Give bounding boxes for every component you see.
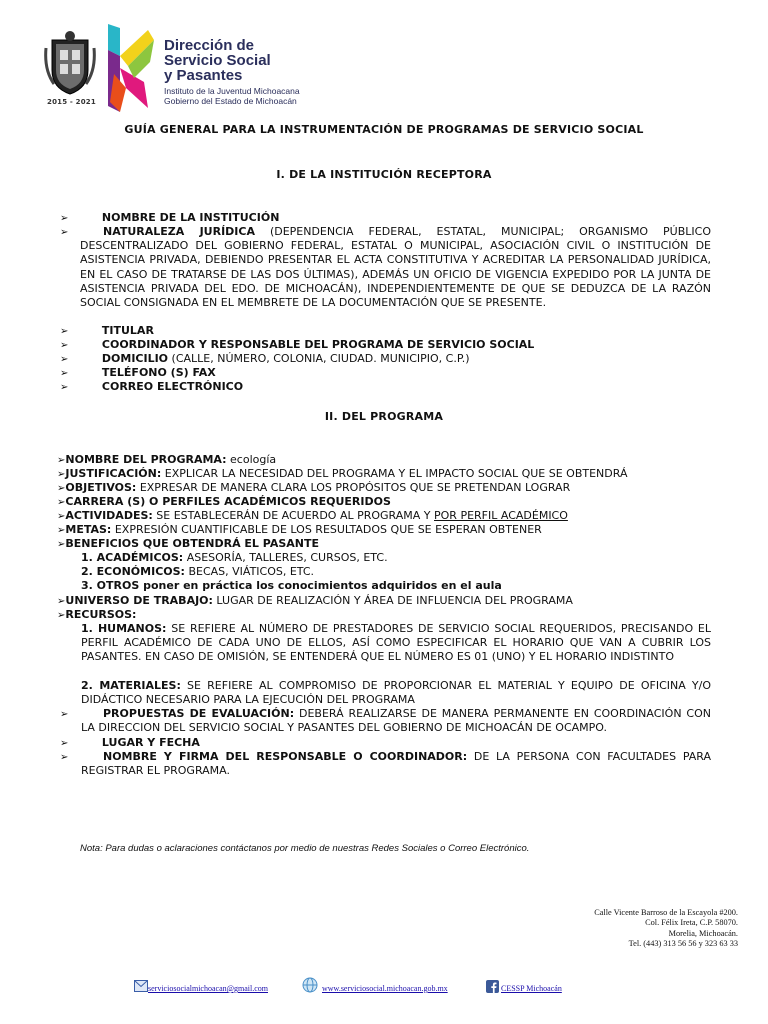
bullet-arrow-icon: ➢ xyxy=(57,596,66,607)
bullet-arrow-icon: ➢ xyxy=(60,326,69,337)
bullet-arrow-icon: ➢ xyxy=(57,539,66,550)
address-line-2: Col. Félix Ireta, C.P. 58070. xyxy=(645,918,738,928)
bullet-arrow-icon: ➢ xyxy=(60,382,69,393)
bullet-arrow-icon: ➢ xyxy=(60,752,69,763)
s1-item-titular: ➢ TITULAR xyxy=(60,324,154,337)
bullet-arrow-icon: ➢ xyxy=(57,511,66,522)
bullet-arrow-icon: ➢ xyxy=(60,368,69,379)
s1-item-telefono: ➢ TELÉFONO (S) FAX xyxy=(60,366,216,379)
bullet-arrow-icon: ➢ xyxy=(60,340,69,351)
s2-recursos-materiales: 2. MATERIALES: SE REFIERE AL COMPROMISO DE PROPORCIONAR EL MATERIAL Y EQUIPO DE OFICINA Y/O DIDÁCTICO NECESARIO PARA LA EJECUCIÓN DEL PROGRAMA xyxy=(81,679,711,707)
s2-objetivos: ➢OBJETIVOS: EXPRESAR DE MANERA CLARA LOS PROPÓSITOS QUE SE PRETENDAN LOGRAR xyxy=(57,481,571,494)
brand-subtitle xyxy=(164,86,300,106)
bullet-arrow-icon: ➢ xyxy=(57,483,66,494)
bullet-arrow-icon: ➢ xyxy=(60,738,69,749)
s1-item-correo: ➢ CORREO ELECTRÓNICO xyxy=(60,380,244,393)
brand-sub-line-1: Instituto de la Juventud Michoacana xyxy=(164,86,300,96)
s2-propuestas: PROPUESTAS DE EVALUACIÓN: DEBERÁ REALIZARSE DE MANERA PERMANENTE EN COORDINACIÓN CON LA DIRECCION DEL SERVICIO SOCIAL Y PASANTES DEL GOBIERNO DE MICHOACÁN DE OCAMPO. xyxy=(81,707,712,735)
footer-web-link[interactable]: www.serviciosocial.michoacan.gob.mx xyxy=(322,984,448,993)
seal-year: 2015 - 2021 xyxy=(47,98,96,106)
envelope-icon xyxy=(134,980,148,992)
bullet-arrow-icon: ➢ xyxy=(57,455,66,466)
institute-k-logo-icon xyxy=(104,22,156,114)
bullet-arrow-icon: ➢ xyxy=(60,213,69,224)
globe-icon xyxy=(300,976,320,994)
s2-universo: ➢UNIVERSO DE TRABAJO: LUGAR DE REALIZACIÓN Y ÁREA DE INFLUENCIA DEL PROGRAMA xyxy=(57,594,573,607)
s2-beneficio-academicos: 1. ACADÉMICOS: ASESORÍA, TALLERES, CURSOS, ETC. xyxy=(81,551,388,564)
section-1-title: I. DE LA INSTITUCIÓN RECEPTORA xyxy=(276,168,492,181)
bullet-arrow-icon: ➢ xyxy=(60,227,69,238)
bullet-arrow-icon: ➢ xyxy=(57,469,66,480)
s1-item-domicilio: ➢ DOMICILIO (CALLE, NÚMERO, COLONIA, CIUDAD. MUNICIPIO, C.P.) xyxy=(60,352,470,365)
s2-nombre-programa: ➢NOMBRE DEL PROGRAMA: ecología xyxy=(57,453,277,466)
s2-firma: NOMBRE Y FIRMA DEL RESPONSABLE O COORDINADOR: DE LA PERSONA CON FACULTADES PARA REGISTRAR EL PROGRAMA. xyxy=(81,750,711,778)
footer-email-link[interactable]: serviciosocialmichoacan@gmail.com xyxy=(148,984,268,993)
s1-item-naturaleza-bullet xyxy=(60,225,68,240)
brand-sub-line-2: Gobierno del Estado de Michoacán xyxy=(164,96,297,106)
facebook-icon xyxy=(486,980,499,993)
bullet-arrow-icon: ➢ xyxy=(57,610,66,621)
s1-item-naturaleza: NATURALEZA JURÍDICA (DEPENDENCIA FEDERAL, ESTATAL, MUNICIPAL; ORGANISMO PÚBLICO DESCENTRALIZADO DEL GOBIERNO FEDERAL, ESTATAL O MUNICIPAL, ASOCIACIÓN CIVIL O INSTITUCIÓN DE ASISTENCIA PRIVADA, DEBIENDO PRESENTAR EL ACTA CONSTITUTIVA Y ACREDITAR LA PERSONALIDAD JURÍDICA, EN EL CASO DE TRATARSE DE LAS DOS ÚLTIMAS), ADEMÁS UN OFICIO DE VIGENCIA EXPEDIDO POR LA JUNTA DE ASISTENCIA PRIVADA DEL EDO. DE MICHOACÁN), INDEPENDIENTEMENTE DE QUE SE DEDUZCA DE LA RAZÓN SOCIAL CONSIGNADA EN EL MEMBRETE DE LA DOCUMENTACIÓN QUE SE PRESENTE. xyxy=(80,225,711,310)
s2-beneficios: ➢BENEFICIOS QUE OBTENDRÁ EL PASANTE xyxy=(57,537,319,550)
brand-line-1: Dirección de xyxy=(164,37,255,54)
bullet-arrow-icon: ➢ xyxy=(60,354,69,365)
s2-carreras: ➢CARRERA (S) O PERFILES ACADÉMICOS REQUERIDOS xyxy=(57,495,391,508)
s2-justificacion: ➢JUSTIFICACIÓN: EXPLICAR LA NECESIDAD DEL PROGRAMA Y EL IMPACTO SOCIAL QUE SE OBTENDRÁ xyxy=(57,467,628,480)
s2-firma-bullet xyxy=(60,750,68,765)
s2-beneficio-economicos: 2. ECONÓMICOS: BECAS, VIÁTICOS, ETC. xyxy=(81,565,315,578)
s1-item-nombre: ➢ NOMBRE DE LA INSTITUCIÓN xyxy=(60,211,280,224)
address-line-1: Calle Vicente Barroso de la Escayola #200. xyxy=(594,908,738,917)
s2-metas: ➢METAS: EXPRESIÓN CUANTIFICABLE DE LOS RESULTADOS QUE SE ESPERAN OBTENER xyxy=(57,523,542,536)
s2-actividades: ➢ACTIVIDADES: SE ESTABLECERÁN DE ACUERDO AL PROGRAMA Y POR PERFIL ACADÉMICO xyxy=(57,509,568,522)
s2-propuestas-bullet xyxy=(60,707,68,722)
s2-lugar: ➢ LUGAR Y FECHA xyxy=(60,736,200,749)
bullet-arrow-icon: ➢ xyxy=(57,497,66,508)
s1-item-coordinador: ➢ COORDINADOR Y RESPONSABLE DEL PROGRAMA DE SERVICIO SOCIAL xyxy=(60,338,535,351)
s2-recursos-humanos: 1. HUMANOS: SE REFIERE AL NÚMERO DE PRESTADORES DE SERVICIO SOCIAL REQUERIDOS, PRECISANDO EL PERFIL ACADÉMICO DE CADA UNO DE ELLOS, ASÍ COMO ESPECIFICAR EL HORARIO QUE VAN A CUBRIR LOS PASANTES. EN CASO DE OMISIÓN, SE ENTENDERÁ QUE EL NÚMERO ES 01 (UNO) Y EL HORARIO INDISTINTO xyxy=(81,622,711,664)
address-line-3: Morelia, Michoacán. xyxy=(668,928,738,938)
address-block xyxy=(594,908,738,950)
brand-title xyxy=(164,38,271,83)
state-seal-icon xyxy=(44,30,96,96)
contact-note: Nota: Para dudas o aclaraciones contáctanos por medio de nuestras Redes Sociales o Correo Electrónico. xyxy=(80,843,530,854)
bullet-arrow-icon: ➢ xyxy=(57,525,66,536)
s2-beneficio-otros: 3. OTROS poner en práctica los conocimientos adquiridos en el aula xyxy=(81,579,502,592)
document-title: GUÍA GENERAL PARA LA INSTRUMENTACIÓN DE PROGRAMAS DE SERVICIO SOCIAL xyxy=(124,123,644,136)
brand-line-3: y Pasantes xyxy=(164,67,243,84)
section-2-title: II. DEL PROGRAMA xyxy=(324,410,444,423)
brand-line-2: Servicio Social xyxy=(164,52,271,69)
s2-recursos: ➢RECURSOS: xyxy=(57,608,137,621)
bullet-arrow-icon: ➢ xyxy=(60,709,69,720)
footer-facebook-link[interactable]: CESSP Michoacán xyxy=(501,984,562,993)
address-line-4: Tel. (443) 313 56 56 y 323 63 33 xyxy=(628,939,738,949)
